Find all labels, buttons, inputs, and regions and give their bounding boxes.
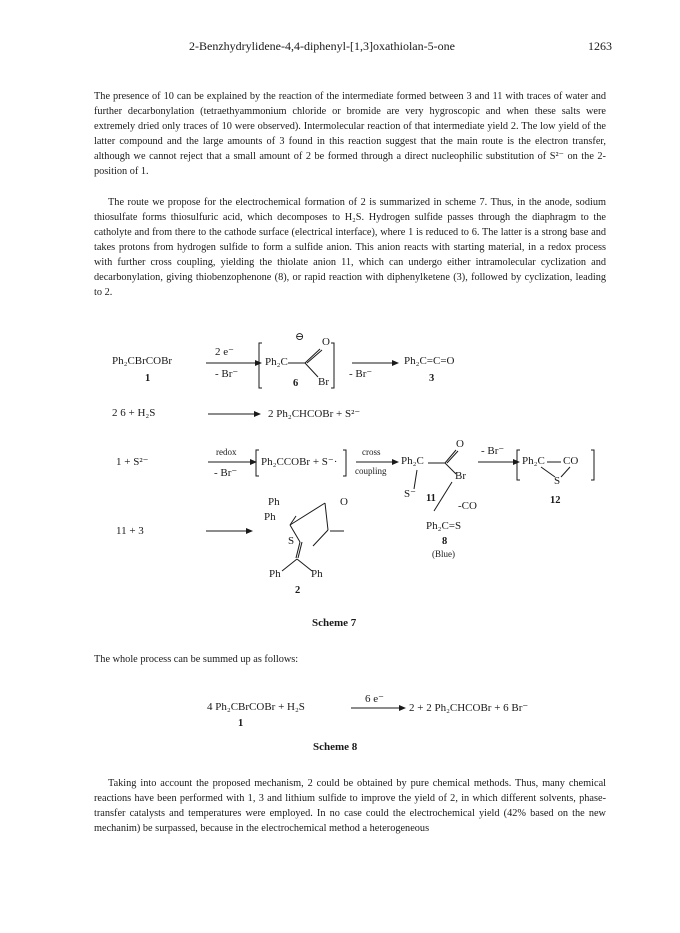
compound-label-1: 1 [145, 373, 151, 384]
arrow-label-minus-br-4: - Br⁻ [481, 445, 505, 457]
running-title: 2-Benzhydrylidene-4,4-diphenyl-[1,3]oxathiolan-5-one [189, 39, 455, 53]
arrow-label-cross: cross [362, 447, 381, 457]
arrow-label-minus-br-2: - Br⁻ [349, 368, 373, 380]
scheme-8-reactants: 4 Ph₂CBrCOBr + H₂S [207, 701, 305, 713]
row4-reactants: 11 + 3 [116, 525, 144, 537]
intermediate-oxygen: O [322, 336, 330, 348]
thiolate-sulfur: S⁻ [404, 488, 416, 500]
radical-pair: Ph₂CCOBr + S⁻· [261, 456, 338, 468]
scheme-8-products: 2 + 2 Ph₂CHCOBr + 6 Br⁻ [409, 702, 529, 714]
product-sulfur: S [288, 535, 295, 547]
arrow-label-redox: redox [216, 447, 237, 457]
scheme-8-caption: Scheme 8 [313, 741, 358, 753]
arrow-label-minus-br: - Br⁻ [215, 368, 239, 380]
row2-reactants: 2 6 + H₂S [112, 407, 156, 419]
page-number: 1263 [588, 39, 612, 53]
paragraph-2: The route we propose for the electrochemical formation of 2 is summarized in scheme 7. Thus, in the anode, sodium thiosulfate forms thiosulfuric acid, which decomposes to H₂S. Hydrogen sulfide passes through the diaphragm to the catholyte and from there to the cathode surface (electrical interface), where 1 is reduced to 6. The latter is a strong base and takes protons from hydrogen sulfide to form a sulfide anion. This anion reacts with starting material, in a redox process with further cross coupling, yielding the thiolate anion 11, which can undergo either intramolecular cyclization and decarbonylation, giving thiobenzophenone (8), or rapid reaction with diphenylketene (3), followed by cyclization, leading to 2. [94, 197, 606, 298]
compound-label-8: 8 [442, 536, 448, 547]
thiolate-bromine: Br [455, 470, 466, 482]
product-phenyl-b: Ph [264, 511, 276, 523]
scheme-8-arrow-label: 6 e⁻ [365, 693, 384, 705]
row3-reactants: 1 + S²⁻ [116, 456, 149, 468]
compound-label-6: 6 [293, 378, 299, 389]
thio-color-note: (Blue) [432, 549, 455, 559]
product-phenyl-d: Ph [311, 568, 323, 580]
arrow-label-minus-br-3: - Br⁻ [214, 467, 238, 479]
reactant-1: Ph₂CBrCOBr [112, 355, 173, 367]
thiobenzophenone: Ph₂C=S [426, 520, 462, 532]
product-oxygen: O [340, 496, 348, 508]
ketene-product: Ph₂C=C=O [404, 355, 455, 367]
arrow-label-coupling: coupling [355, 466, 387, 476]
compound-label-11: 11 [426, 493, 436, 504]
product-phenyl-a: Ph [268, 496, 280, 508]
thiolate-oxygen: O [456, 438, 464, 450]
arrow-label-minus-co: -CO [458, 500, 477, 512]
ring-sulfur: S [554, 475, 561, 487]
compound-label-3: 3 [429, 373, 435, 384]
ring-co: CO [563, 455, 579, 467]
ring-ph2c: Ph₂C [522, 455, 545, 467]
carbanion-charge: ⊖ [295, 331, 305, 343]
compound-label-2: 2 [295, 585, 301, 596]
row2-products: 2 Ph₂CHCOBr + S²⁻ [268, 408, 361, 420]
arrow-label-2e: 2 e⁻ [215, 346, 234, 358]
scheme-8-compound-label: 1 [238, 718, 244, 729]
intermediate-ph2c: Ph₂C [265, 356, 288, 368]
scheme-7-caption: Scheme 7 [312, 617, 357, 629]
thiolate-ph2c: Ph₂C [401, 455, 424, 467]
paragraph-1: The presence of 10 can be explained by the reaction of the intermediate formed between 3 and 11 with traces of water and further decarbonylation (tetraethyammonium chloride or bromide are very hygroscopic and when these salts were extremely dried only traces of 10 were observed). Intermolecular reaction of that intermediate yield 2. The low yield of the latter compound and the large amounts of 3 found in this reaction suggest that the main route is the electron transfer, although we cannot reject that a small amount of 2 be formed through a direct nucleophilic substitution of S²⁻ on the 2-position of 1. [94, 91, 606, 177]
compound-label-12: 12 [550, 495, 561, 506]
paragraph-4: Taking into account the proposed mechanism, 2 could be obtained by pure chemical methods. Thus, many chemical reactions have been performed with 1, 3 and lithium sulfide to improve the yield of 2, in which different solvents, phase-transfer catalysts and temperatures were employed. In no case could the electrochemical yield (42% based on the new mechanim) be surpassed, because in the electrochemical method a heterogeneous [94, 778, 606, 834]
intermediate-bromine: Br [318, 376, 329, 388]
paragraph-3: The whole process can be summed up as follows: [94, 654, 299, 665]
product-phenyl-c: Ph [269, 568, 281, 580]
